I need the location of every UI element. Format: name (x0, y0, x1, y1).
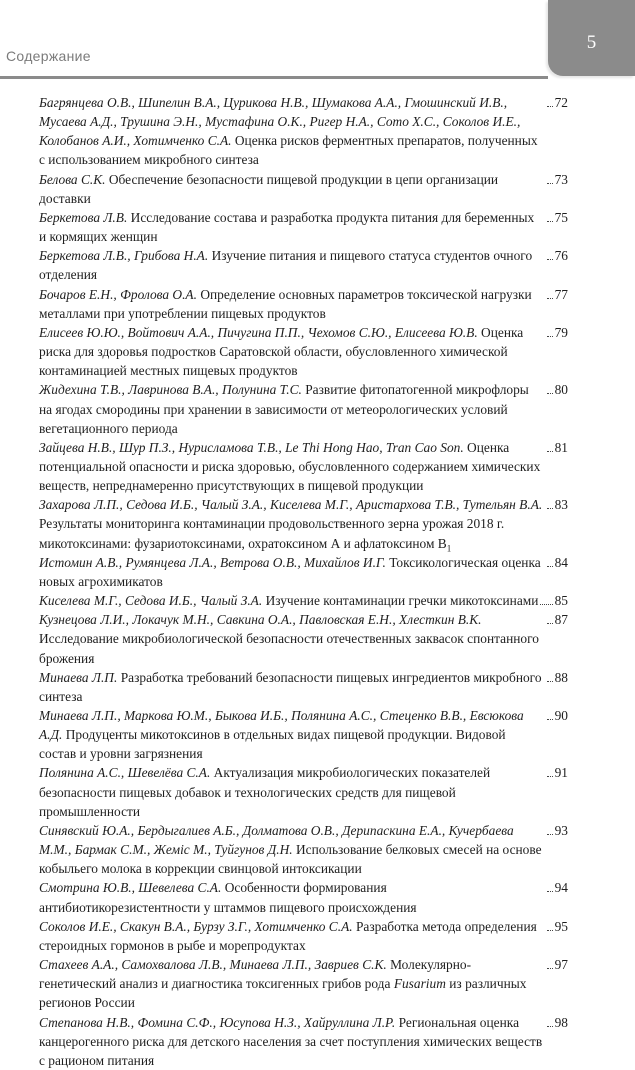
entry-authors: Кузнецова Л.И., Локачук М.Н., Савкина О.А., Павловская Е.Н., Хлесткин В.К. (39, 612, 482, 628)
entry-authors: Багрянцева О.В., Шипелин В.А., Цурикова Н.В., Шумакова А.А., Гмошинский И.В., Мусаева А.Д., Трушина Э.Н., Мустафина О.К., Ригер Н.А., Сото Х.С., Соколов И.Е., Колобанов А.И., Хотимченко С.А. (39, 95, 521, 149)
toc-entry[interactable] (5, 763, 568, 820)
entry-page-number: 87 (554, 612, 568, 628)
page-number: 5 (586, 32, 597, 53)
dot-leader (547, 834, 553, 835)
entry-authors: Соколов И.Е., Скакун В.А., Бурзу З.Г., Хотимченко С.А. (39, 918, 353, 934)
dot-leader (547, 623, 553, 624)
entry-page-number: 88 (554, 669, 568, 685)
entry-page-number: 93 (554, 822, 568, 838)
dot-leader (547, 719, 553, 720)
entry-page-number: 77 (554, 286, 568, 302)
toc-entry[interactable] (5, 553, 568, 591)
entry-authors: Полянина А.С., Шевелёва С.А. (39, 765, 211, 781)
toc-entry[interactable] (5, 170, 568, 208)
entry-page-number: 95 (554, 918, 568, 934)
entry-title: Оценка потенциальной опасности и риска здоровью, обусловленного содержанием химических веществ, непреднамеренно присутствующих в пищевой продукции (39, 439, 541, 494)
toc-entry[interactable] (5, 706, 568, 763)
entry-page-number: 91 (554, 765, 568, 781)
entry-authors: Синявский Ю.А., Бердыгалиев А.Б., Долматова О.В., Дерипаскина Е.А., Кучербаева М.М., Бармак С.М., Жеміс М., Туйгунов Д.Н. (39, 822, 514, 858)
dot-leader (547, 336, 553, 337)
entry-title: Молекулярно-генетический анализ и диагностика токсигенных грибов рода (39, 957, 472, 992)
entry-page-number: 97 (554, 957, 568, 973)
entry-title: Исследование состава и разработка продукта питания для беременных и кормящих женщин (39, 209, 535, 245)
entry-title: Оценка рисков ферментных препаратов, полученных с использованием микробного синтеза (39, 133, 538, 168)
entry-title: Определение основных параметров токсической нагрузки металлами при употреблении пищевых продуктов (39, 286, 532, 321)
entry-page-number: 76 (554, 248, 568, 264)
entry-title-end: из различных регионов России (39, 976, 527, 1011)
dot-leader (547, 393, 553, 394)
toc-entry[interactable] (5, 246, 568, 284)
table-of-contents (5, 93, 568, 1070)
dot-leader (547, 298, 553, 299)
toc-entry[interactable] (5, 208, 568, 246)
section-title: Содержание (6, 48, 91, 64)
dot-leader (547, 566, 553, 567)
entry-page-number: 90 (554, 708, 568, 723)
entry-title: Разработка требований безопасности пищевых ингредиентов микробного синтеза (39, 669, 542, 704)
toc-entry[interactable] (5, 917, 568, 955)
toc-entry[interactable] (5, 495, 568, 552)
entry-page-number: 72 (554, 95, 568, 110)
entry-authors: Захарова Л.П., Седова И.Б., Чалый З.А., Киселева М.Г., Аристархова Т.В., Тутельян В.А. (39, 497, 543, 513)
toc-entry[interactable] (5, 323, 568, 380)
toc-entry[interactable] (5, 1013, 568, 1070)
toc-entry[interactable] (5, 285, 568, 323)
dot-leader (547, 1026, 553, 1027)
entry-title-genus: Fusarium (393, 976, 446, 992)
entry-authors: Беркетова Л.В. (39, 209, 128, 225)
entry-title: Развитие фитопатогенной микрофлоры на ягодах смородины при хранении в зависимости от метеорологических условий вегетационного периода (39, 382, 529, 436)
entry-authors: Смотрина Ю.В., Шевелева С.А. (39, 880, 222, 896)
entry-authors: Минаева Л.П. (39, 669, 118, 685)
toc-entry[interactable] (5, 610, 568, 667)
dot-leader (547, 183, 553, 184)
toc-entry[interactable] (5, 380, 568, 437)
page-number-tab (548, 0, 635, 76)
entry-page-number: 94 (554, 880, 568, 896)
entry-title: Разработка метода определения стероидных гормонов в рыбе и морепродуктах (39, 918, 537, 953)
entry-title: Особенности формирования антибиотикорезистентности у штаммов пищевого происхождения (39, 880, 417, 915)
entry-authors: Беркетова Л.В., Грибова Н.А. (39, 248, 209, 264)
entry-authors: Стахеев А.А., Самохвалова Л.В., Минаева Л.П., Завриев С.К. (39, 957, 387, 973)
toc-entry[interactable] (5, 668, 568, 706)
entry-authors: Зайцева Н.В., Шур П.З., Нурисламова Т.В., Le Thi Hong Hao, Tran Cao Son. (39, 439, 464, 455)
toc-entry[interactable] (5, 955, 568, 1012)
entry-page-number: 98 (554, 1014, 568, 1030)
entry-title: Актуализация микробиологических показателей безопасности пищевых добавок и технологических средств для пищевой промышленности (39, 765, 491, 819)
entry-authors: Белова С.К. (39, 171, 106, 187)
toc-entry[interactable] (5, 821, 568, 878)
entry-title: Токсикологическая оценка новых агрохимикатов (39, 554, 541, 589)
entry-page-number: 81 (554, 439, 568, 455)
entry-title-subscript: 1 (446, 543, 452, 554)
dot-leader (547, 891, 553, 892)
entry-title: Оценка риска для здоровья подростков Саратовской области, обусловленного химической контаминацией местных пищевых продуктов (39, 324, 524, 379)
entry-page-number: 84 (554, 554, 568, 570)
toc-entry[interactable] (5, 591, 568, 610)
dot-leader (540, 604, 552, 605)
entry-authors: Истомин А.В., Румянцева Л.А., Ветрова О.В., Михайлов И.Г. (39, 554, 386, 570)
entry-title: Результаты мониторинга контаминации продовольственного зерна урожая 2018 г. микотоксинами: фузариотоксинами, охратоксином А и афлатоксином B (39, 516, 505, 551)
entry-authors: Киселева М.Г., Седова И.Б., Чалый З.А. (39, 593, 263, 609)
entry-page-number: 75 (554, 209, 568, 225)
entry-title: Исследование микробиологической безопасности отечественных заквасок спонтанного брожения (39, 631, 539, 666)
dot-leader (547, 508, 553, 509)
dot-leader (547, 930, 553, 931)
entry-authors: Минаева Л.П., Маркова Ю.М., Быкова И.Б., Полянина А.С., Стеценко В.В., Евсюкова А.Д. (39, 708, 524, 743)
entry-title: Региональная оценка канцерогенного риска для детского населения за счет поступления химических веществ с рационом питания (39, 1014, 543, 1068)
toc-entry[interactable] (5, 438, 568, 495)
dot-leader (547, 968, 553, 969)
entry-page-number: 73 (554, 171, 568, 187)
entry-title: Изучение питания и пищевого статуса студентов очного отделения (39, 248, 533, 283)
entry-authors: Елисеев Ю.Ю., Войтович А.А., Пичугина П.П., Чехомов С.Ю., Елисеева Ю.В. (39, 324, 478, 340)
dot-leader (547, 106, 553, 107)
toc-entry[interactable] (5, 93, 568, 170)
header-rule (0, 76, 548, 79)
dot-leader (547, 221, 553, 222)
entry-title: Обеспечение безопасности пищевой продукции в цепи организации доставки (39, 171, 499, 206)
dot-leader (547, 259, 553, 260)
toc-entry[interactable] (5, 878, 568, 916)
entry-title: Изучение контаминации гречки микотоксинами (265, 593, 539, 609)
entry-page-number: 80 (554, 382, 568, 398)
dot-leader (547, 451, 553, 452)
entry-page-number: 85 (554, 593, 568, 609)
entry-page-number: 79 (554, 324, 568, 340)
entry-title: Продуценты микотоксинов в отдельных видах пищевой продукции. Видовой состав и уровни загрязнения (39, 727, 506, 762)
entry-page-number: 83 (554, 497, 568, 513)
entry-authors: Степанова Н.В., Фомина С.Ф., Юсупова Н.З., Хайруллина Л.Р. (39, 1014, 396, 1030)
dot-leader (547, 681, 553, 682)
dot-leader (547, 776, 553, 777)
entry-authors: Бочаров Е.Н., Фролова О.А. (39, 286, 197, 302)
entry-title: Использование белковых смесей на основе кобыльего молока в коррекции свинцовой интоксикации (39, 842, 542, 877)
entry-authors: Жидехина Т.В., Лавринова В.А., Полунина Т.С. (39, 382, 302, 398)
